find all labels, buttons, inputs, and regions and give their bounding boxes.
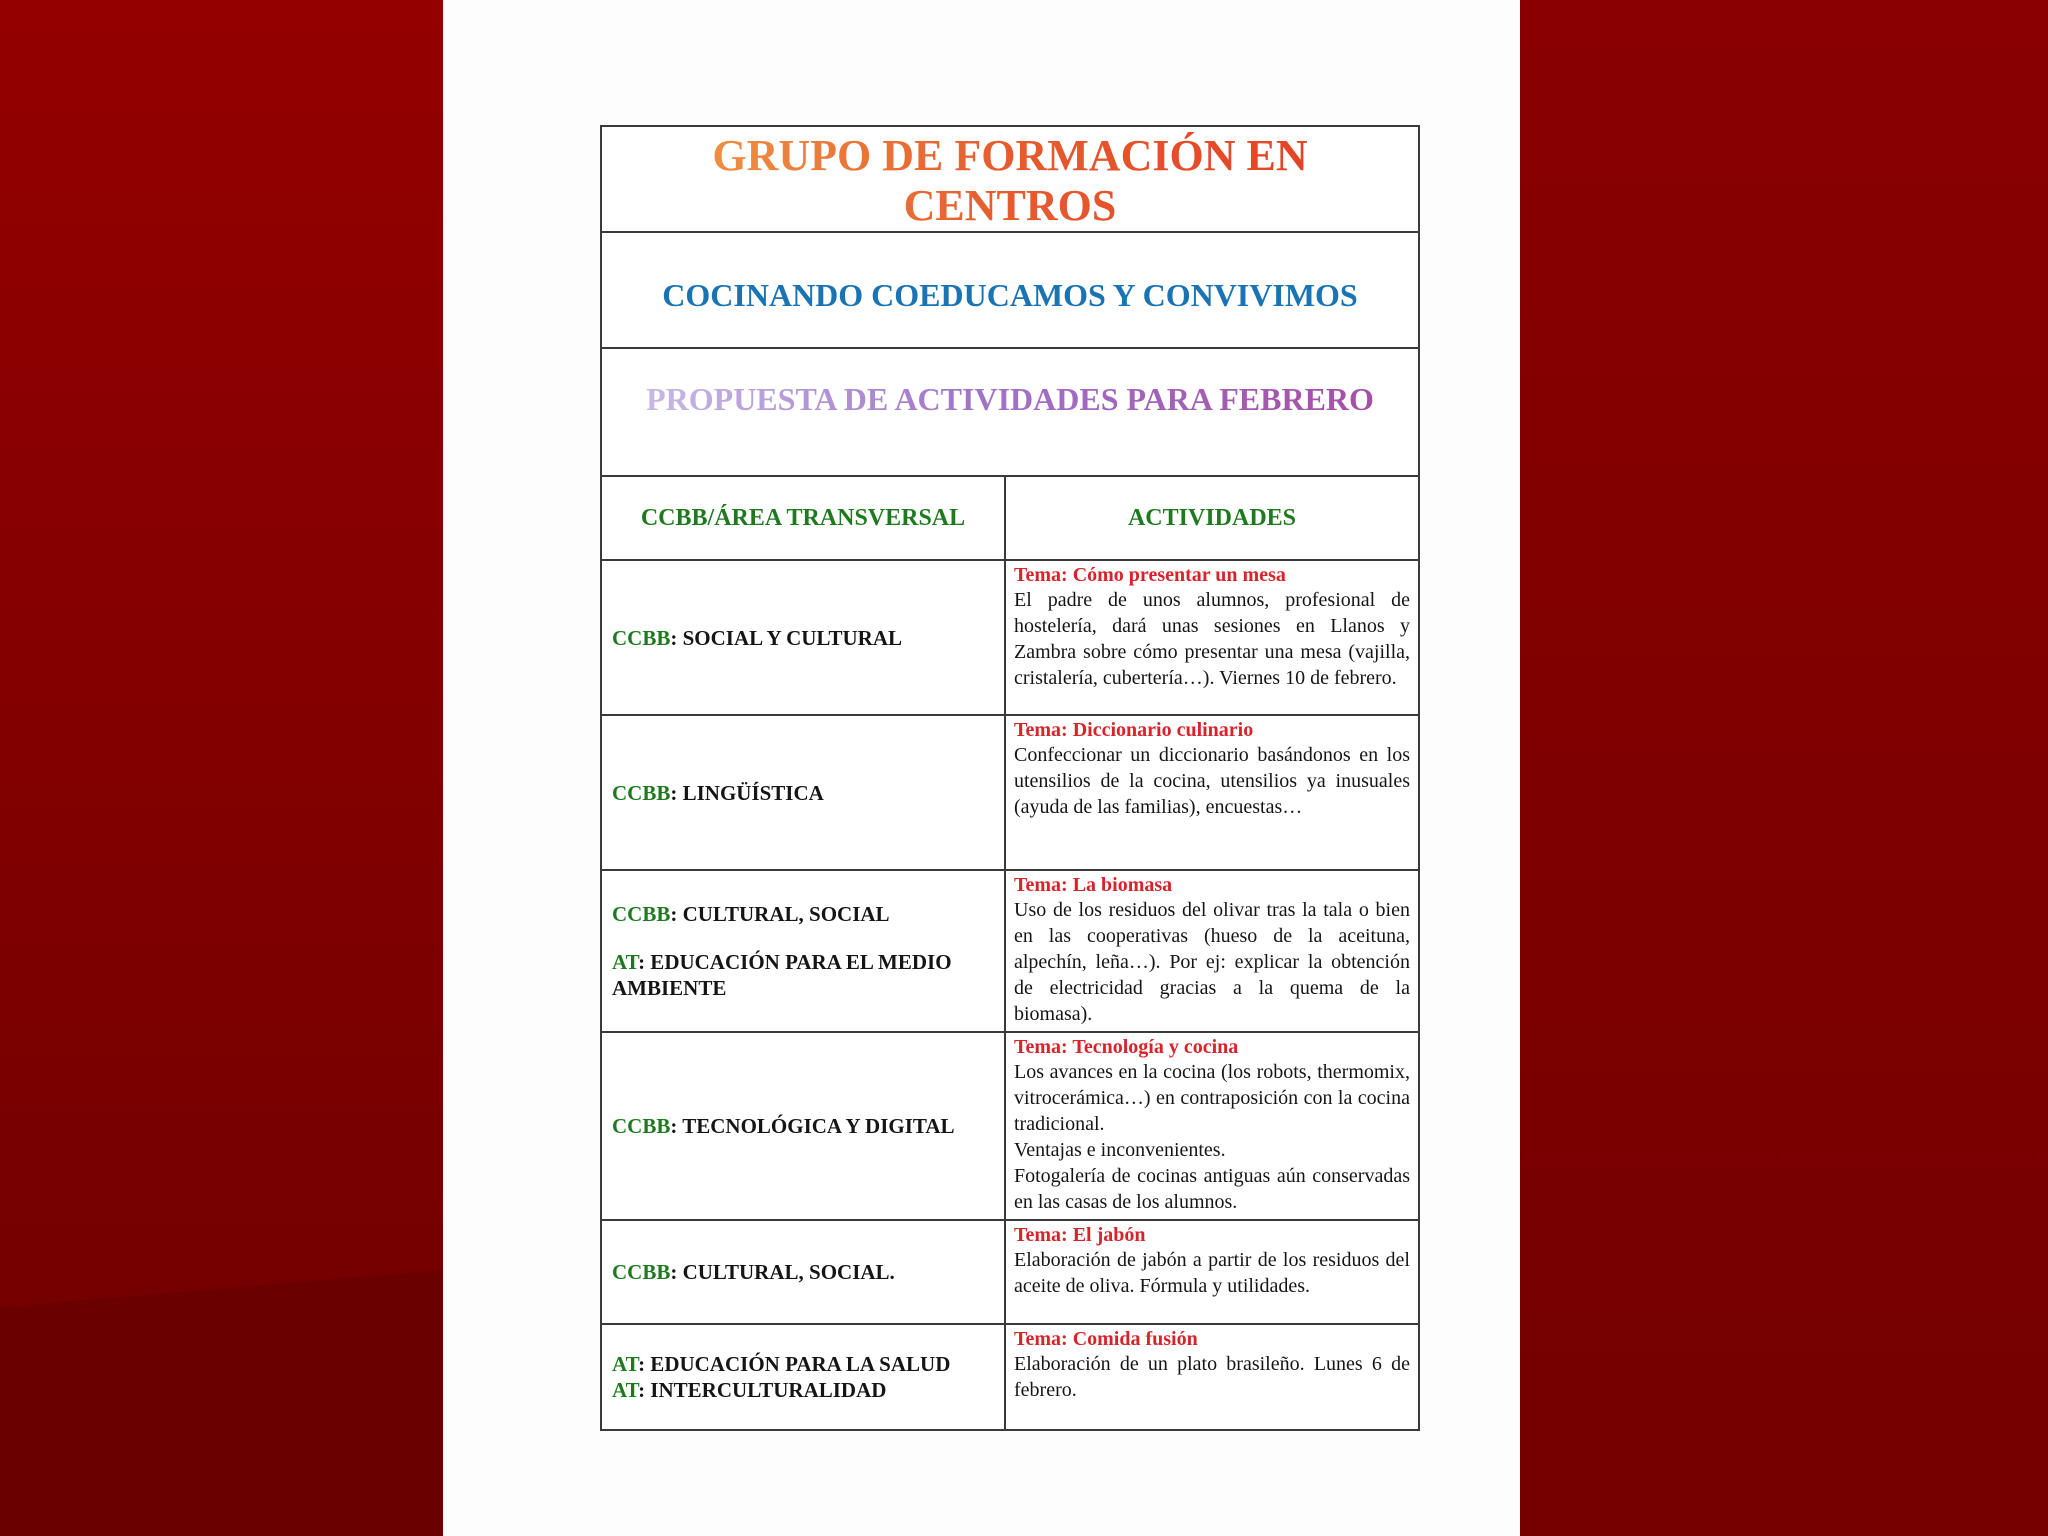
area-line (612, 1259, 998, 1285)
activity-description: Fotogalería de cocinas antiguas aún conservadas en las casas de los alumnos. (1014, 1165, 1410, 1213)
activity-description: Los avances en la cocina (los robots, thermomix, vitrocerámica…) en contraposición con la cocina tradicional. (1014, 1061, 1410, 1135)
table-row (602, 1324, 1418, 1429)
activity-topic: Tema: Tecnología y cocina (1014, 1036, 1239, 1058)
area-text: : CULTURAL, SOCIAL (670, 902, 890, 926)
activities-table (602, 477, 1418, 1429)
area-prefix: AT (612, 1378, 639, 1402)
area-prefix: CCBB (612, 1260, 671, 1284)
table-row (602, 1032, 1418, 1220)
activity-cell (1005, 715, 1418, 870)
subtitle: COCINANDO COEDUCAMOS Y CONVIVIMOS (662, 277, 1358, 313)
table-row (602, 1220, 1418, 1324)
area-cell (602, 1324, 1005, 1429)
area-line (612, 625, 998, 651)
table-row (602, 560, 1418, 715)
activity-description: Elaboración de jabón a partir de los residuos del aceite de oliva. Fórmula y utilidades. (1014, 1249, 1410, 1297)
area-text: : INTERCULTURALIDAD (638, 1378, 887, 1402)
activity-cell (1005, 1220, 1418, 1324)
background-left-wedge (0, 1270, 443, 1536)
area-prefix: AT (612, 1352, 639, 1376)
area-text: : CULTURAL, SOCIAL. (670, 1260, 895, 1284)
area-prefix: AT (612, 950, 639, 974)
title-line-2: CENTROS (602, 181, 1418, 231)
area-text: : SOCIAL Y CULTURAL (670, 625, 902, 650)
activity-description: El padre de unos alumnos, profesional de hostelería, dará unas sesiones en Llanos y Zambra sobre cómo presentar una mesa (vajilla, cristalería, cubertería…). Viernes 10 de febrero. (1014, 589, 1410, 689)
area-text: : TECNOLÓGICA Y DIGITAL (670, 1114, 955, 1138)
activity-topic: Tema: La biomasa (1014, 874, 1173, 896)
subtitle-row (602, 233, 1418, 349)
area-text: : EDUCACIÓN PARA EL MEDIO AMBIENTE (612, 950, 952, 1000)
activity-topic: Tema: Diccionario culinario (1014, 719, 1254, 741)
area-line (612, 780, 998, 806)
activity-cell (1005, 870, 1418, 1032)
activity-cell (1005, 560, 1418, 715)
title-line-1: GRUPO DE FORMACIÓN EN (602, 131, 1418, 181)
title-row (602, 127, 1418, 233)
area-text: : EDUCACIÓN PARA LA SALUD (638, 1352, 951, 1376)
area-line (612, 1377, 998, 1403)
activity-topic: Tema: Comida fusión (1014, 1328, 1198, 1350)
activity-cell (1005, 1324, 1418, 1429)
area-cell (602, 560, 1005, 715)
area-line (612, 949, 998, 1001)
activity-document (600, 125, 1420, 1431)
area-cell (602, 870, 1005, 1032)
activity-description: Elaboración de un plato brasileño. Lunes 6 de febrero. (1014, 1353, 1410, 1401)
activity-topic: Tema: Cómo presentar un mesa (1014, 564, 1286, 586)
area-prefix: CCBB (612, 780, 671, 805)
area-prefix: CCBB (612, 902, 671, 926)
area-line (612, 1113, 998, 1139)
table-row (602, 715, 1418, 870)
activity-description: Confeccionar un diccionario basándonos en los utensilios de la cocina, utensilios ya inusuales (ayuda de las familias), encuestas… (1014, 744, 1410, 818)
activity-description: Ventajas e inconvenientes. (1014, 1139, 1226, 1161)
proposal-heading: PROPUESTA DE ACTIVIDADES PARA FEBRERO (646, 381, 1374, 417)
column-header-activities: ACTIVIDADES (1005, 477, 1418, 560)
background-right (1520, 0, 2048, 1536)
area-line (612, 901, 998, 927)
activity-topic: Tema: El jabón (1014, 1224, 1146, 1246)
area-prefix: CCBB (612, 625, 671, 650)
area-text: : LINGÜÍSTICA (670, 780, 824, 805)
area-cell (602, 715, 1005, 870)
area-prefix: CCBB (612, 1114, 671, 1138)
proposal-row (602, 349, 1418, 477)
table-header-row (602, 477, 1418, 560)
area-line (612, 1351, 998, 1377)
area-cell (602, 1032, 1005, 1220)
activity-cell (1005, 1032, 1418, 1220)
table-row (602, 870, 1418, 1032)
activity-description: Uso de los residuos del olivar tras la tala o bien en las cooperativas (hueso de la aceituna, alpechín, leña…). Por ej: explicar la obtención de electricidad gracias a la quema de la biomasa). (1014, 899, 1410, 1025)
column-header-area: CCBB/ÁREA TRANSVERSAL (602, 477, 1005, 560)
area-cell (602, 1220, 1005, 1324)
